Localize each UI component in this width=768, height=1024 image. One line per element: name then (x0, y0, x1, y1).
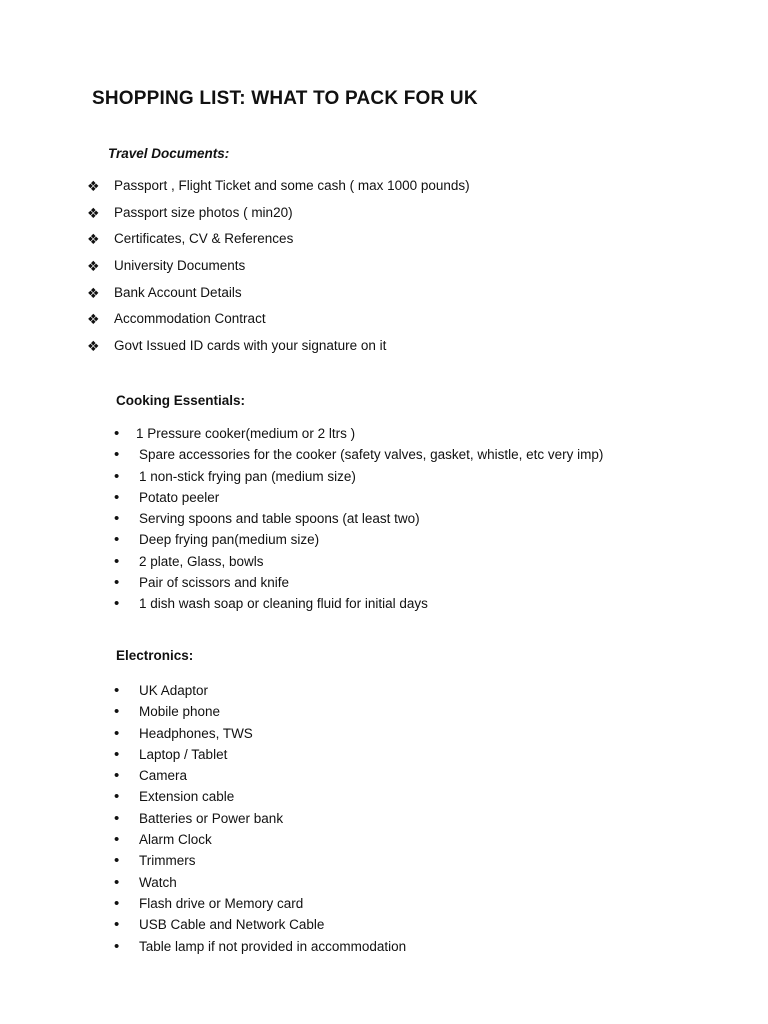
round-bullet-icon: • (114, 937, 120, 955)
travel-documents-list (87, 176, 470, 363)
list-item-text: Accommodation Contract (114, 311, 266, 327)
round-bullet-icon: • (114, 552, 120, 570)
round-bullet-icon: • (114, 767, 120, 785)
diamond-bullet-icon: ❖ (87, 178, 100, 194)
list-item (114, 594, 603, 615)
list-item (114, 509, 603, 530)
list-item (114, 702, 406, 723)
round-bullet-icon: • (114, 595, 120, 613)
list-item (114, 530, 603, 551)
list-item (114, 467, 603, 488)
list-item-text: Spare accessories for the cooker (safety valves, gasket, whistle, etc very imp) (139, 447, 604, 463)
list-item (114, 552, 603, 573)
list-item-text: Bank Account Details (114, 284, 242, 300)
list-item (114, 681, 406, 702)
list-item (87, 283, 470, 310)
round-bullet-icon: • (114, 682, 120, 699)
list-item (114, 766, 406, 787)
round-bullet-icon: • (114, 852, 120, 870)
list-item (114, 915, 406, 936)
list-item-text: Laptop / Tablet (139, 746, 228, 762)
list-item-text: Flash drive or Memory card (139, 895, 304, 911)
list-item-text: Alarm Clock (139, 832, 212, 848)
round-bullet-icon: • (114, 724, 120, 742)
list-item-text: University Documents (114, 258, 246, 274)
round-bullet-icon: • (114, 531, 120, 549)
diamond-bullet-icon: ❖ (87, 204, 100, 221)
list-item-text: Watch (139, 874, 177, 890)
list-item (114, 894, 406, 915)
list-item (114, 488, 603, 509)
list-item (114, 873, 406, 894)
page-title: SHOPPING LIST: WHAT TO PACK FOR UK (92, 88, 478, 109)
list-item-text: Extension cable (139, 789, 235, 805)
list-item (114, 424, 603, 445)
list-item-text: Govt Issued ID cards with your signature on it (114, 338, 387, 354)
diamond-bullet-icon: ❖ (87, 258, 100, 275)
list-item (114, 809, 406, 830)
list-item (114, 787, 406, 808)
list-item-text: Passport size photos ( min20) (114, 204, 293, 220)
list-item (114, 445, 603, 466)
round-bullet-icon: • (114, 873, 120, 891)
round-bullet-icon: • (114, 510, 120, 528)
round-bullet-icon: • (114, 831, 120, 849)
list-item-text: USB Cable and Network Cable (139, 917, 325, 933)
list-item (114, 830, 406, 851)
list-item-text: Certificates, CV & References (114, 231, 294, 247)
cooking-essentials-list (114, 424, 603, 616)
list-item-text: Batteries or Power bank (139, 810, 284, 826)
list-item (87, 229, 470, 256)
round-bullet-icon: • (114, 809, 120, 827)
section-heading-electronics: Electronics: (116, 648, 194, 663)
list-item (114, 745, 406, 766)
list-item-text: Camera (139, 768, 188, 784)
list-item-text: Serving spoons and table spoons (at least two) (139, 511, 420, 527)
list-item (87, 256, 470, 283)
list-item (114, 573, 603, 594)
section-heading-cooking-essentials: Cooking Essentials: (116, 393, 246, 408)
list-item-text: Potato peeler (139, 489, 220, 505)
list-item (87, 203, 470, 230)
section-heading-travel-documents: Travel Documents: (108, 146, 230, 161)
list-item-text: 2 plate, Glass, bowls (139, 553, 264, 569)
round-bullet-icon: • (114, 488, 120, 506)
diamond-bullet-icon: ❖ (87, 311, 100, 328)
diamond-bullet-icon: ❖ (87, 231, 100, 248)
list-item-text: 1 Pressure cooker(medium or 2 ltrs ) (136, 426, 356, 441)
list-item (114, 724, 406, 745)
list-item-text: Trimmers (139, 853, 196, 869)
round-bullet-icon: • (114, 574, 120, 592)
list-item (87, 336, 470, 363)
list-item-text: 1 non-stick frying pan (medium size) (139, 468, 356, 484)
list-item-text: Mobile phone (139, 704, 221, 720)
electronics-list (114, 681, 406, 958)
list-item (87, 176, 470, 203)
round-bullet-icon: • (114, 446, 120, 464)
round-bullet-icon: • (114, 745, 120, 763)
round-bullet-icon: • (114, 788, 120, 806)
list-item (114, 851, 406, 872)
list-item-text: Deep frying pan(medium size) (139, 532, 320, 548)
round-bullet-icon: • (114, 703, 120, 721)
round-bullet-icon: • (114, 467, 120, 485)
list-item (87, 309, 470, 336)
round-bullet-icon: • (114, 894, 120, 912)
round-bullet-icon: • (114, 425, 120, 442)
list-item-text: Headphones, TWS (139, 725, 253, 741)
list-item (114, 937, 406, 958)
diamond-bullet-icon: ❖ (87, 284, 100, 301)
list-item-text: Passport , Flight Ticket and some cash ( max 1000 pounds) (114, 178, 470, 193)
list-item-text: Table lamp if not provided in accommodation (139, 938, 407, 954)
round-bullet-icon: • (114, 916, 120, 934)
list-item-text: UK Adaptor (139, 683, 209, 698)
list-item-text: Pair of scissors and knife (139, 575, 290, 591)
diamond-bullet-icon: ❖ (87, 338, 100, 355)
list-item-text: 1 dish wash soap or cleaning fluid for initial days (139, 596, 428, 612)
